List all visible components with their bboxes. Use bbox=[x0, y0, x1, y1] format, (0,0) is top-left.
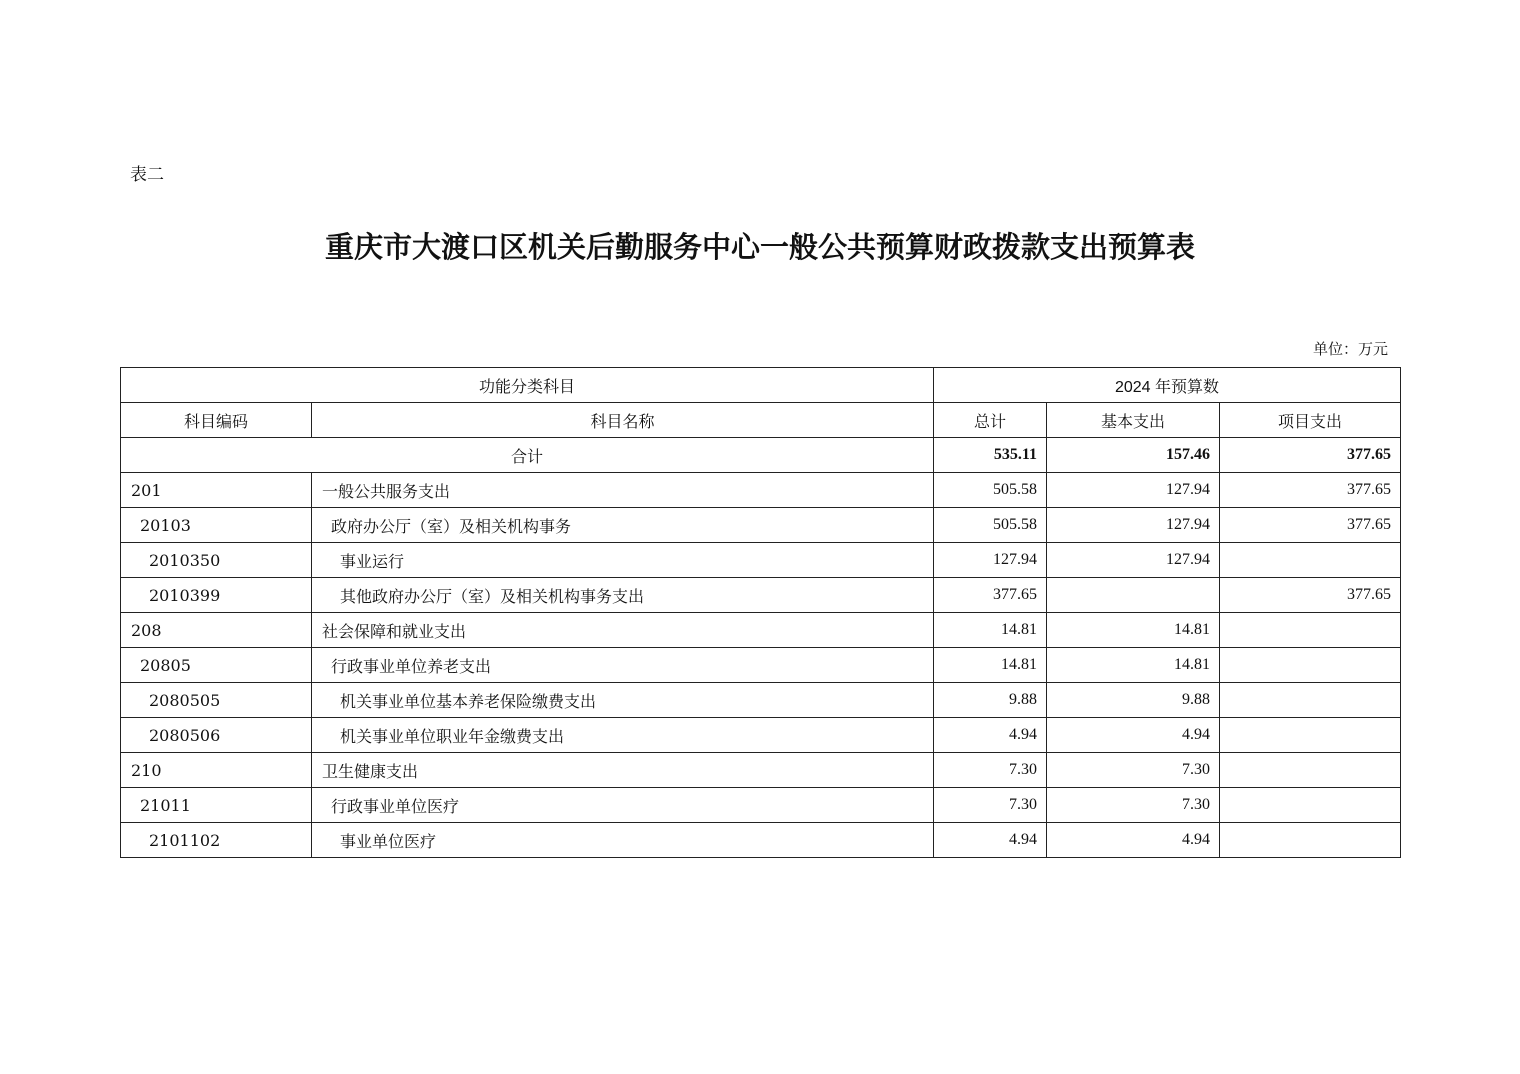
total-row bbox=[121, 438, 1401, 473]
unit-label: 单位：万元 bbox=[1312, 340, 1388, 358]
row-basic: 4.94 bbox=[1047, 718, 1220, 753]
row-project bbox=[1220, 788, 1401, 823]
table-row bbox=[121, 788, 1401, 823]
row-project bbox=[1220, 683, 1401, 718]
row-project bbox=[1220, 648, 1401, 683]
table-row bbox=[121, 578, 1401, 613]
row-name: 事业单位医疗 bbox=[312, 823, 934, 858]
row-total: 14.81 bbox=[934, 613, 1047, 648]
row-code: 210 bbox=[121, 753, 312, 788]
row-name: 一般公共服务支出 bbox=[312, 473, 934, 508]
row-basic bbox=[1047, 578, 1220, 613]
header-column-row bbox=[121, 403, 1401, 438]
row-name: 社会保障和就业支出 bbox=[312, 613, 934, 648]
row-code: 2080505 bbox=[121, 683, 312, 718]
row-name: 其他政府办公厅（室）及相关机构事务支出 bbox=[312, 578, 934, 613]
row-name: 事业运行 bbox=[312, 543, 934, 578]
row-name: 卫生健康支出 bbox=[312, 753, 934, 788]
row-total: 377.65 bbox=[934, 578, 1047, 613]
row-code: 2010350 bbox=[121, 543, 312, 578]
row-project bbox=[1220, 753, 1401, 788]
table-label: 表二 bbox=[130, 165, 164, 185]
row-code: 20805 bbox=[121, 648, 312, 683]
row-total: 4.94 bbox=[934, 718, 1047, 753]
row-total: 505.58 bbox=[934, 508, 1047, 543]
row-basic: 127.94 bbox=[1047, 543, 1220, 578]
row-total: 127.94 bbox=[934, 543, 1047, 578]
table-row bbox=[121, 543, 1401, 578]
table-row bbox=[121, 823, 1401, 858]
row-basic: 127.94 bbox=[1047, 473, 1220, 508]
row-total: 505.58 bbox=[934, 473, 1047, 508]
row-name: 行政事业单位医疗 bbox=[312, 788, 934, 823]
table-row bbox=[121, 718, 1401, 753]
header-name: 科目名称 bbox=[312, 403, 934, 438]
total-total: 535.11 bbox=[934, 438, 1047, 473]
row-project: 377.65 bbox=[1220, 508, 1401, 543]
row-basic: 127.94 bbox=[1047, 508, 1220, 543]
row-project bbox=[1220, 613, 1401, 648]
row-project: 377.65 bbox=[1220, 578, 1401, 613]
header-basic: 基本支出 bbox=[1047, 403, 1220, 438]
row-project: 377.65 bbox=[1220, 473, 1401, 508]
total-basic: 157.46 bbox=[1047, 438, 1220, 473]
total-label: 合计 bbox=[121, 438, 934, 473]
table-row bbox=[121, 753, 1401, 788]
row-basic: 4.94 bbox=[1047, 823, 1220, 858]
row-name: 行政事业单位养老支出 bbox=[312, 648, 934, 683]
header-project: 项目支出 bbox=[1220, 403, 1401, 438]
table-row bbox=[121, 473, 1401, 508]
row-total: 9.88 bbox=[934, 683, 1047, 718]
row-basic: 9.88 bbox=[1047, 683, 1220, 718]
row-total: 7.30 bbox=[934, 788, 1047, 823]
row-project bbox=[1220, 823, 1401, 858]
header-code: 科目编码 bbox=[121, 403, 312, 438]
row-code: 20103 bbox=[121, 508, 312, 543]
row-code: 2101102 bbox=[121, 823, 312, 858]
row-code: 201 bbox=[121, 473, 312, 508]
header-budget-year: 2024 年预算数 bbox=[934, 368, 1401, 403]
row-code: 2010399 bbox=[121, 578, 312, 613]
row-name: 机关事业单位基本养老保险缴费支出 bbox=[312, 683, 934, 718]
table-row bbox=[121, 508, 1401, 543]
header-total: 总计 bbox=[934, 403, 1047, 438]
row-total: 7.30 bbox=[934, 753, 1047, 788]
header-function-category: 功能分类科目 bbox=[121, 368, 934, 403]
row-code: 21011 bbox=[121, 788, 312, 823]
budget-table bbox=[120, 367, 1401, 858]
table-row bbox=[121, 613, 1401, 648]
row-total: 4.94 bbox=[934, 823, 1047, 858]
row-project bbox=[1220, 718, 1401, 753]
header-group-row bbox=[121, 368, 1401, 403]
row-code: 208 bbox=[121, 613, 312, 648]
row-name: 机关事业单位职业年金缴费支出 bbox=[312, 718, 934, 753]
row-name: 政府办公厅（室）及相关机构事务 bbox=[312, 508, 934, 543]
row-basic: 14.81 bbox=[1047, 613, 1220, 648]
row-code: 2080506 bbox=[121, 718, 312, 753]
row-project bbox=[1220, 543, 1401, 578]
table-row bbox=[121, 648, 1401, 683]
row-basic: 7.30 bbox=[1047, 753, 1220, 788]
page-title: 重庆市大渡口区机关后勤服务中心一般公共预算财政拨款支出预算表 bbox=[324, 230, 1195, 264]
total-project: 377.65 bbox=[1220, 438, 1401, 473]
row-basic: 7.30 bbox=[1047, 788, 1220, 823]
row-basic: 14.81 bbox=[1047, 648, 1220, 683]
row-total: 14.81 bbox=[934, 648, 1047, 683]
table-row bbox=[121, 683, 1401, 718]
